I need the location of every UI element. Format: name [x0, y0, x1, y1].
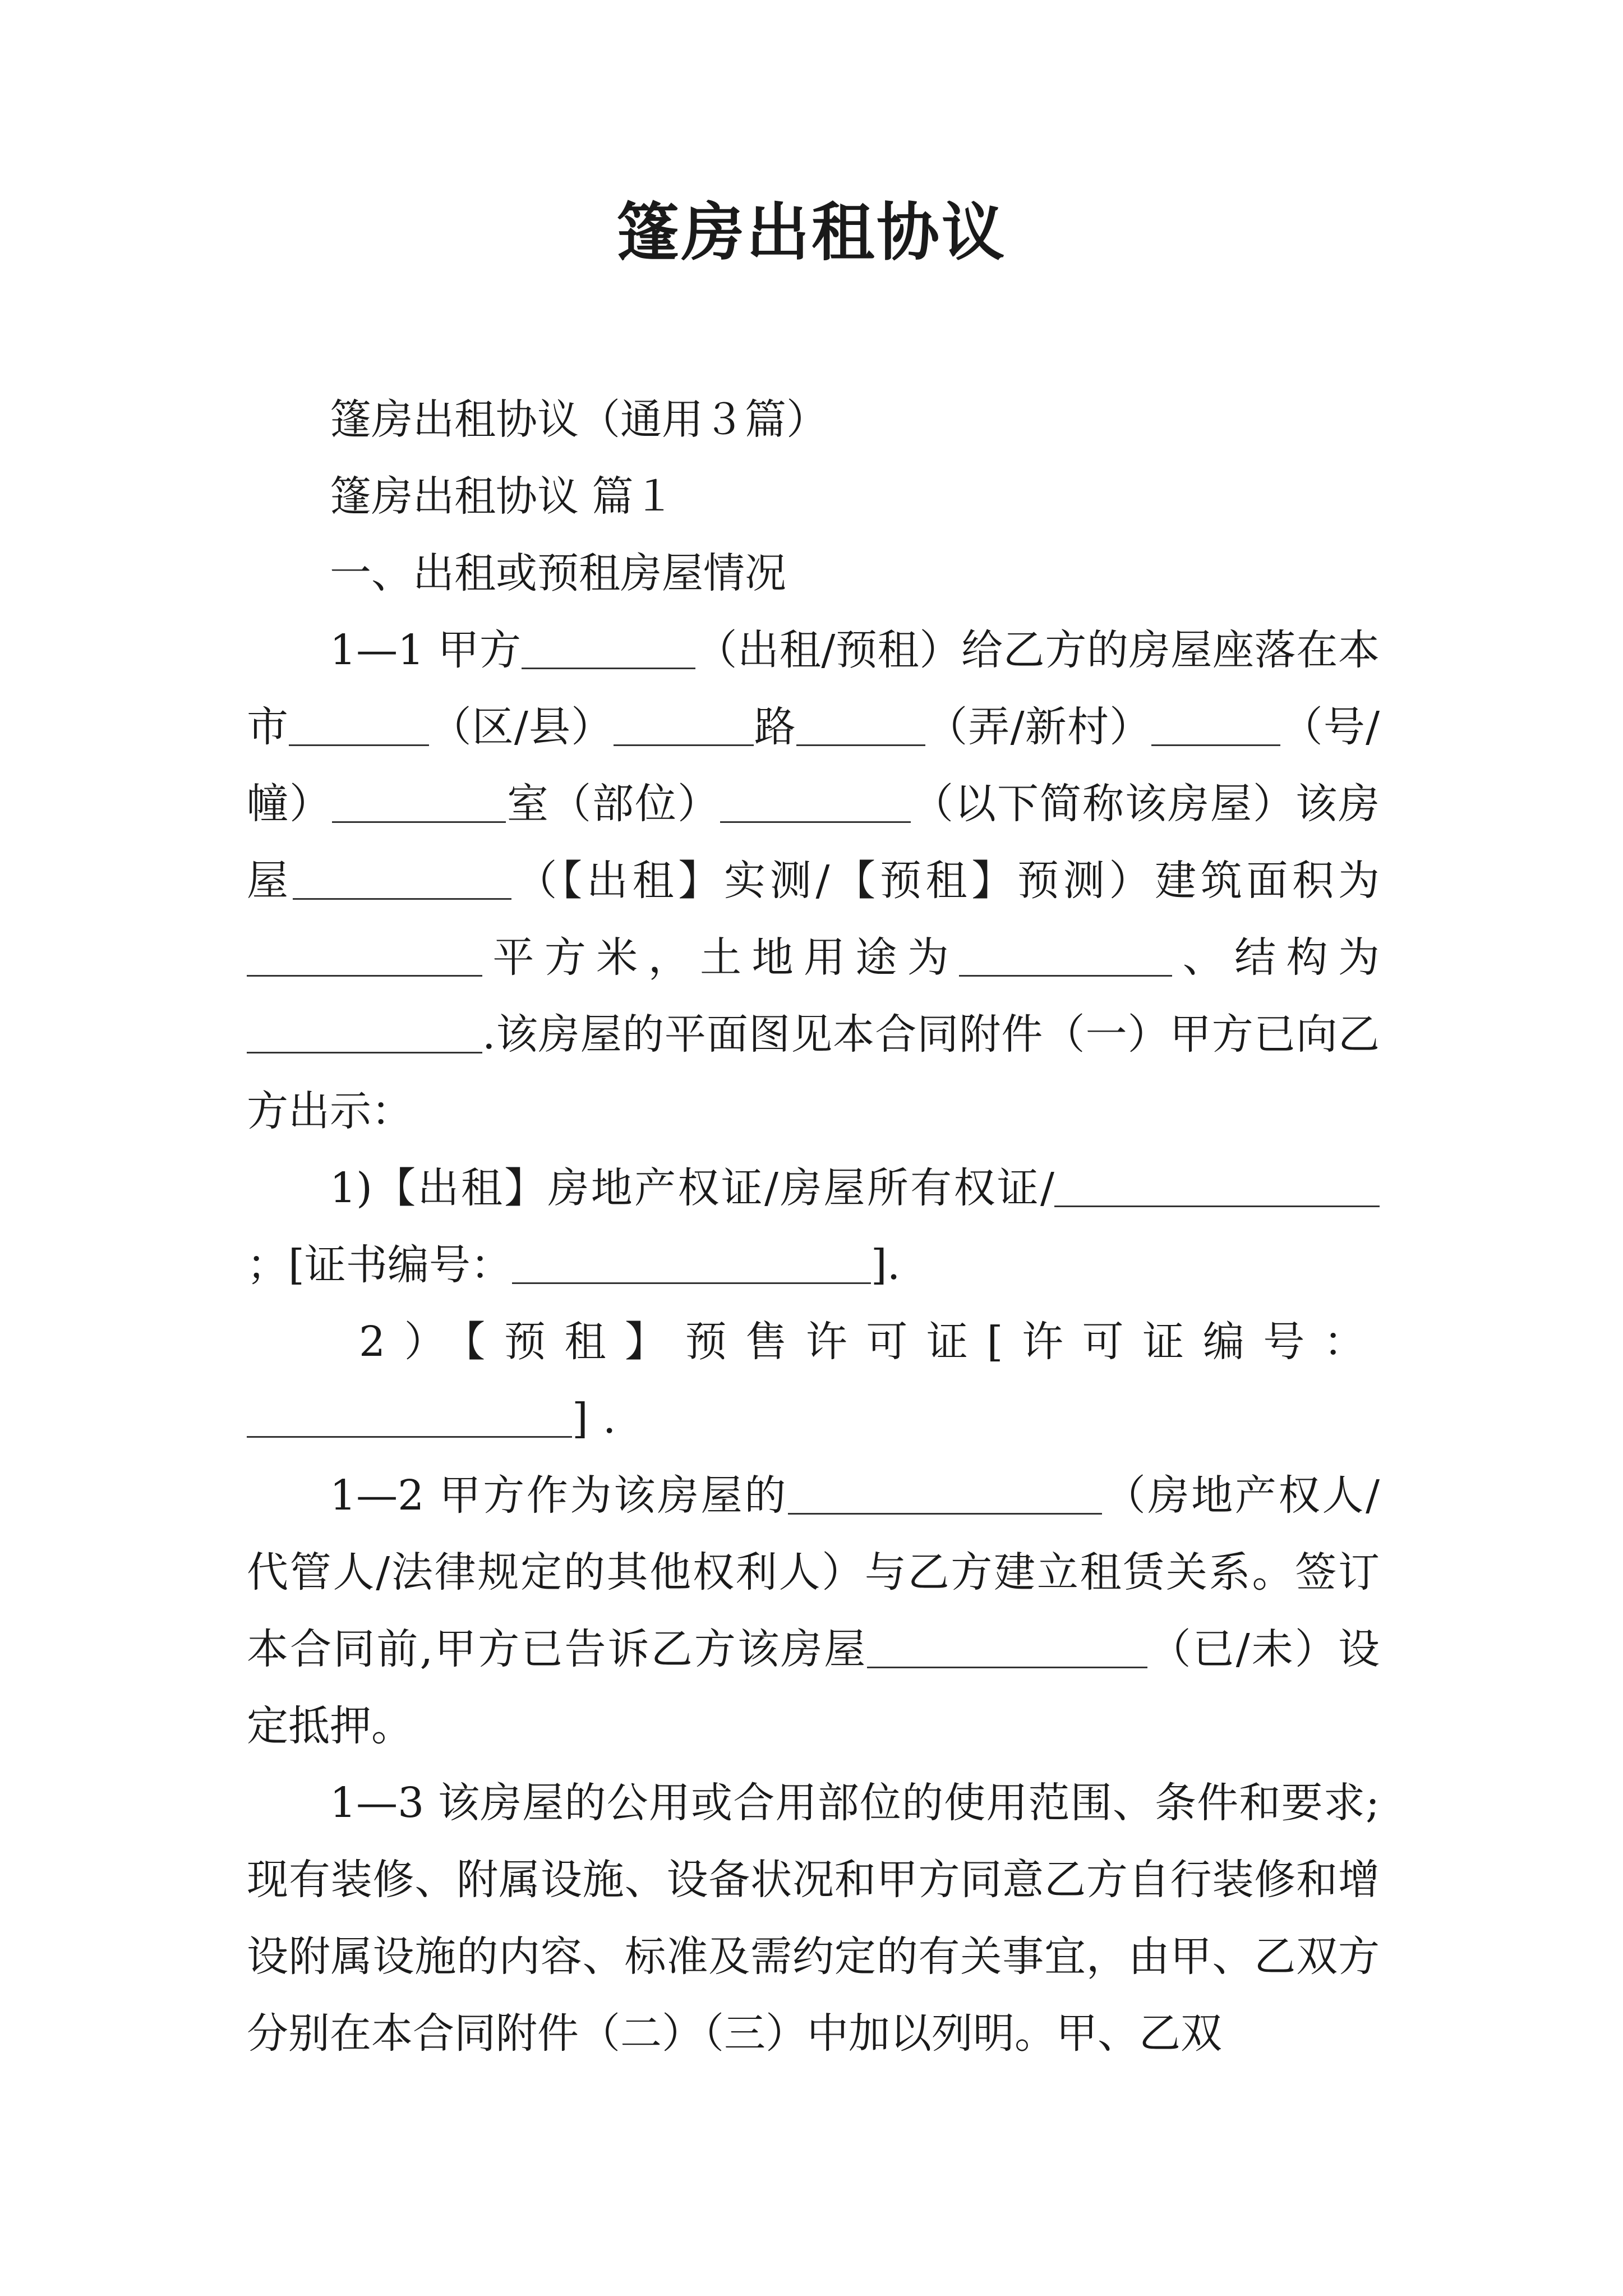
blank-line — [796, 703, 925, 746]
blank-line — [720, 780, 911, 823]
blank-line — [959, 933, 1172, 977]
subtitle: 篷房出租协议（通用３篇） — [330, 395, 828, 444]
blank-line — [247, 933, 482, 977]
blank-line — [332, 780, 506, 823]
blank-line — [247, 1395, 572, 1438]
clause-1-1: 1—1 甲方 （出租/预租）给乙方的房屋座落在本市 （区/县） 路 （弄/新村） （号/幢） 室（部位） （以下简称该房屋）该房屋 （【出租】实测/【预租】预测）建筑面积为平方米，土地用途为 、结构为.该房屋的平面图见本合同附件（一）甲方已向乙方出示： — [247, 626, 1380, 1135]
blank-line — [512, 1241, 871, 1284]
clause-1-2: 1—2 甲方作为该房屋的 （房地产权人/代管人/法律规定的其他权利人）与乙方建立租赁关系。签订本合同前,甲方已告诉乙方该房屋 （已/未）设定抵押。 — [247, 1471, 1380, 1750]
item-1: 1)【出租】房地产权证/房屋所有权证/；[证书编号： ]. — [247, 1150, 1380, 1304]
blank-line — [788, 1471, 1102, 1515]
blank-line — [289, 703, 429, 746]
blank-line — [247, 1010, 482, 1053]
document-body — [247, 381, 1380, 2072]
blank-line — [614, 703, 754, 746]
section-heading: 一、出租或预租房屋情况 — [330, 549, 786, 597]
blank-line — [1151, 703, 1280, 746]
blank-line — [1054, 1164, 1380, 1207]
part-heading: 篷房出租协议 篇１ — [330, 472, 675, 521]
item-2: 2）【预租】预售许可证[许可证编号：]. — [247, 1304, 1380, 1457]
blank-line — [293, 857, 511, 900]
clause-1-3: 1—3 该房屋的公用或合用部位的使用范围、条件和要求;现有装修、附属设施、设备状况和甲方同意乙方自行装修和增设附属设施的内容、标准及需约定的有关事宜，由甲、乙双方分别在本合同附件（二）（三）中加以列明。甲、乙双 — [247, 1779, 1380, 2058]
blank-line — [522, 626, 695, 669]
blank-line — [867, 1625, 1147, 1668]
document-title: 篷房出租协议 — [616, 196, 1007, 269]
